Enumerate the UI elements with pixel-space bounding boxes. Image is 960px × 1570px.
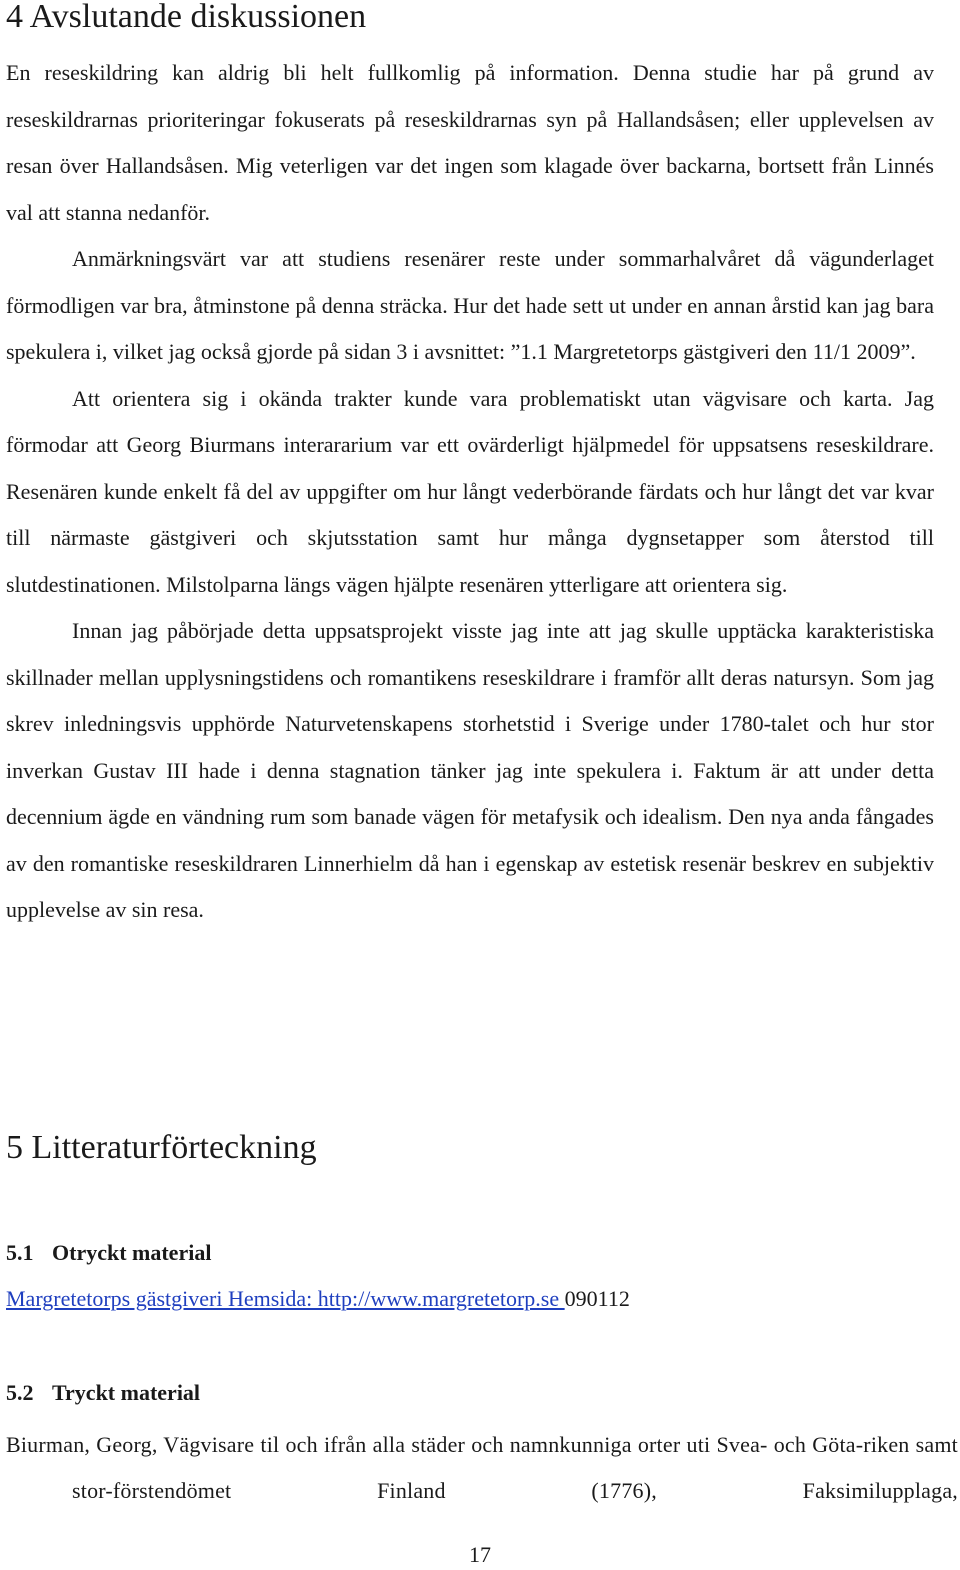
paragraph-4: Innan jag påbörjade detta uppsatsprojekt visste jag inte att jag skulle upptäcka karakteristiska skillnader mellan upplysningstidens och romantikens reseskildrare i framför allt deras natursyn. Som jag skrev inledningsvis upphörde Naturvetenskapens storhetstid i Sverige under 1780-talet och hur stor inverkan Gustav III hade i denna stagnation tänker jag inte spekulera i. Faktum är att under detta decennium ägde en vändning rum som banade vägen för metafysik och idealism. Den nya anda fångades av den romantiske reseskildraren Linnerhielm då han i egenskap av estetisk resenär beskrev en subjektiv upplevelse av sin resa.	[6, 618, 934, 922]
subsection-title: Otryckt material	[52, 1240, 212, 1265]
paragraph-2: Anmärkningsvärt var att studiens resenärer reste under sommarhalvåret då vägunderlaget förmodligen var bra, åtminstone på denna sträcka. Hur det hade sett ut under en annan årstid kan jag bara spekulera i, vilket jag också gjorde på sidan 3 i avsnittet: ”1.1 Margretetorps gästgiveri den 11/1 2009”.	[6, 246, 934, 364]
subsection-5-1-heading	[6, 1242, 211, 1264]
subsection-number: 5.1	[6, 1240, 34, 1265]
paragraph-3: Att orientera sig i okända trakter kunde vara problematiskt utan vägvisare och karta. Jag förmodar att Georg Biurmans interararium var ett ovärderligt hjälpmedel för uppsatsens reseskildrare. Resenären kunde enkelt få del av uppgifter om hur långt vederbörande färdats och hur långt det var kvar till närmaste gästgiveri och skjutsstation samt hur många dygnsetapper som återstod till slutdestinationen. Milstolparna längs vägen hjälpte resenären ytterligare att orientera sig.	[6, 385, 934, 597]
subsection-number: 5.2	[6, 1380, 34, 1405]
unprinted-reference	[6, 1288, 630, 1310]
section-5-heading: 5 Litteraturförteckning	[6, 1129, 317, 1166]
section-4-body	[6, 50, 934, 934]
subsection-5-2-heading	[6, 1382, 200, 1404]
subsection-title: Tryckt material	[52, 1380, 201, 1405]
website-link[interactable]: Margretetorps gästgiveri Hemsida: http://www.margretetorp.se	[6, 1286, 565, 1311]
access-date: 090112	[564, 1286, 630, 1311]
page-number: 17	[469, 1542, 491, 1567]
paragraph-1: En reseskildring kan aldrig bli helt fullkomlig på information. Denna studie har på grund av reseskildrarnas prioriteringar fokuserats på reseskildrarnas syn på Hallandsåsen; eller upplevelsen av resan över Hallandsåsen. Mig veterligen var det ingen som klagade över backarna, bortsett från Linnés val att stanna nedanför.	[6, 60, 934, 225]
section-4-heading: 4 Avslutande diskussionen	[6, 0, 367, 35]
printed-reference: Biurman, Georg, Vägvisare til och ifrån alla städer och namnkunniga orter uti Svea- och Göta-riken samt stor-förstendömet Finland (1776), Faksimilupplaga,	[6, 1432, 958, 1503]
